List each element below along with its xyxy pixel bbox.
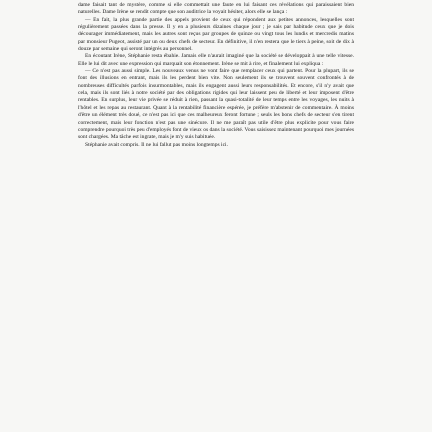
paragraph: dame faisait tant de mystère, comme si elle commettait une faute en lui faisant ces révélations qui paraissaient bien naturelles. Dame Irène se rendit compte que son auditrice la voyait hésiter, alors elle se lança : [78,2,354,16]
paragraph: Stéphanie avait compris. Il ne lui fallut pas moins longtemps ici. [85,141,228,148]
paragraph: — Ce n'est pas aussi simple. Les nouveaux venus ne vont faire que remplacer ceux qui partent. Pour la plupart, ils se font des illusions en entrant, mais ils les perdent bien vite. Non seulement ils se trouvent souvent confrontés à de nombreuses difficultés parfois insurmontables, mais ils engagent aussi leurs responsabilités. Et encore, s'il n'y avait que cela, mais ils sont liés à notre société par des obligations rigides qui leur laissent peu de liberté et leur imposent d'être rentables. En surplus, leur vie privée se réduit à rien, passant la quasi-totalité de leur temps entre les voyages, les nuits à l'hôtel et les repas au restaurant. Quant à la rentabilité financière espérée, je préfère m'abstenir de commentaire. À moins d'être un élément très doué, ce n'est pas ici que ces malheureux feront fortune ; seuls les bons chefs de secteur s'en tirent correctement, mais leur fonction n'est pas une sinécure. Il ne me paraît pas utile d'être plus explicite pour vous faire comprendre pourquoi très peu d'employés font de vieux os dans la société. Vous saisissez maintenant pourquoi mes journées sont chargées. Ma tâche est ingrate, mais je m'y suis habituée. [78,68,354,141]
paragraph: — En fait, la plus grande partie des appels provient de ceux qui répondent aux petites annonces, lesquelles sont régulièrement passées dans la presse. Il y en a plusieurs dizaines chaque jour ; je sais par habitude ceux que je dois décourager immédiatement, mais les autres sont reçus par groupes de quinze ou vingt tous les lundis et mercredis matins par monsieur Pugeot, assisté par un ou deux chefs de secteur. En définitive, il n'en restera que le tiers à peine, soit de dix à douze par semaine qui seront intégrés au personnel. [78,16,354,53]
paragraph: En écoutant Irène, Stéphanie resta ébahie. Jamais elle n'aurait imaginé que la société se développait à une telle vitesse. Elle le lui dit avec une expression qui marquait son étonnement. Irène se mit à rire, et finalement lui expliqua : [78,53,354,67]
